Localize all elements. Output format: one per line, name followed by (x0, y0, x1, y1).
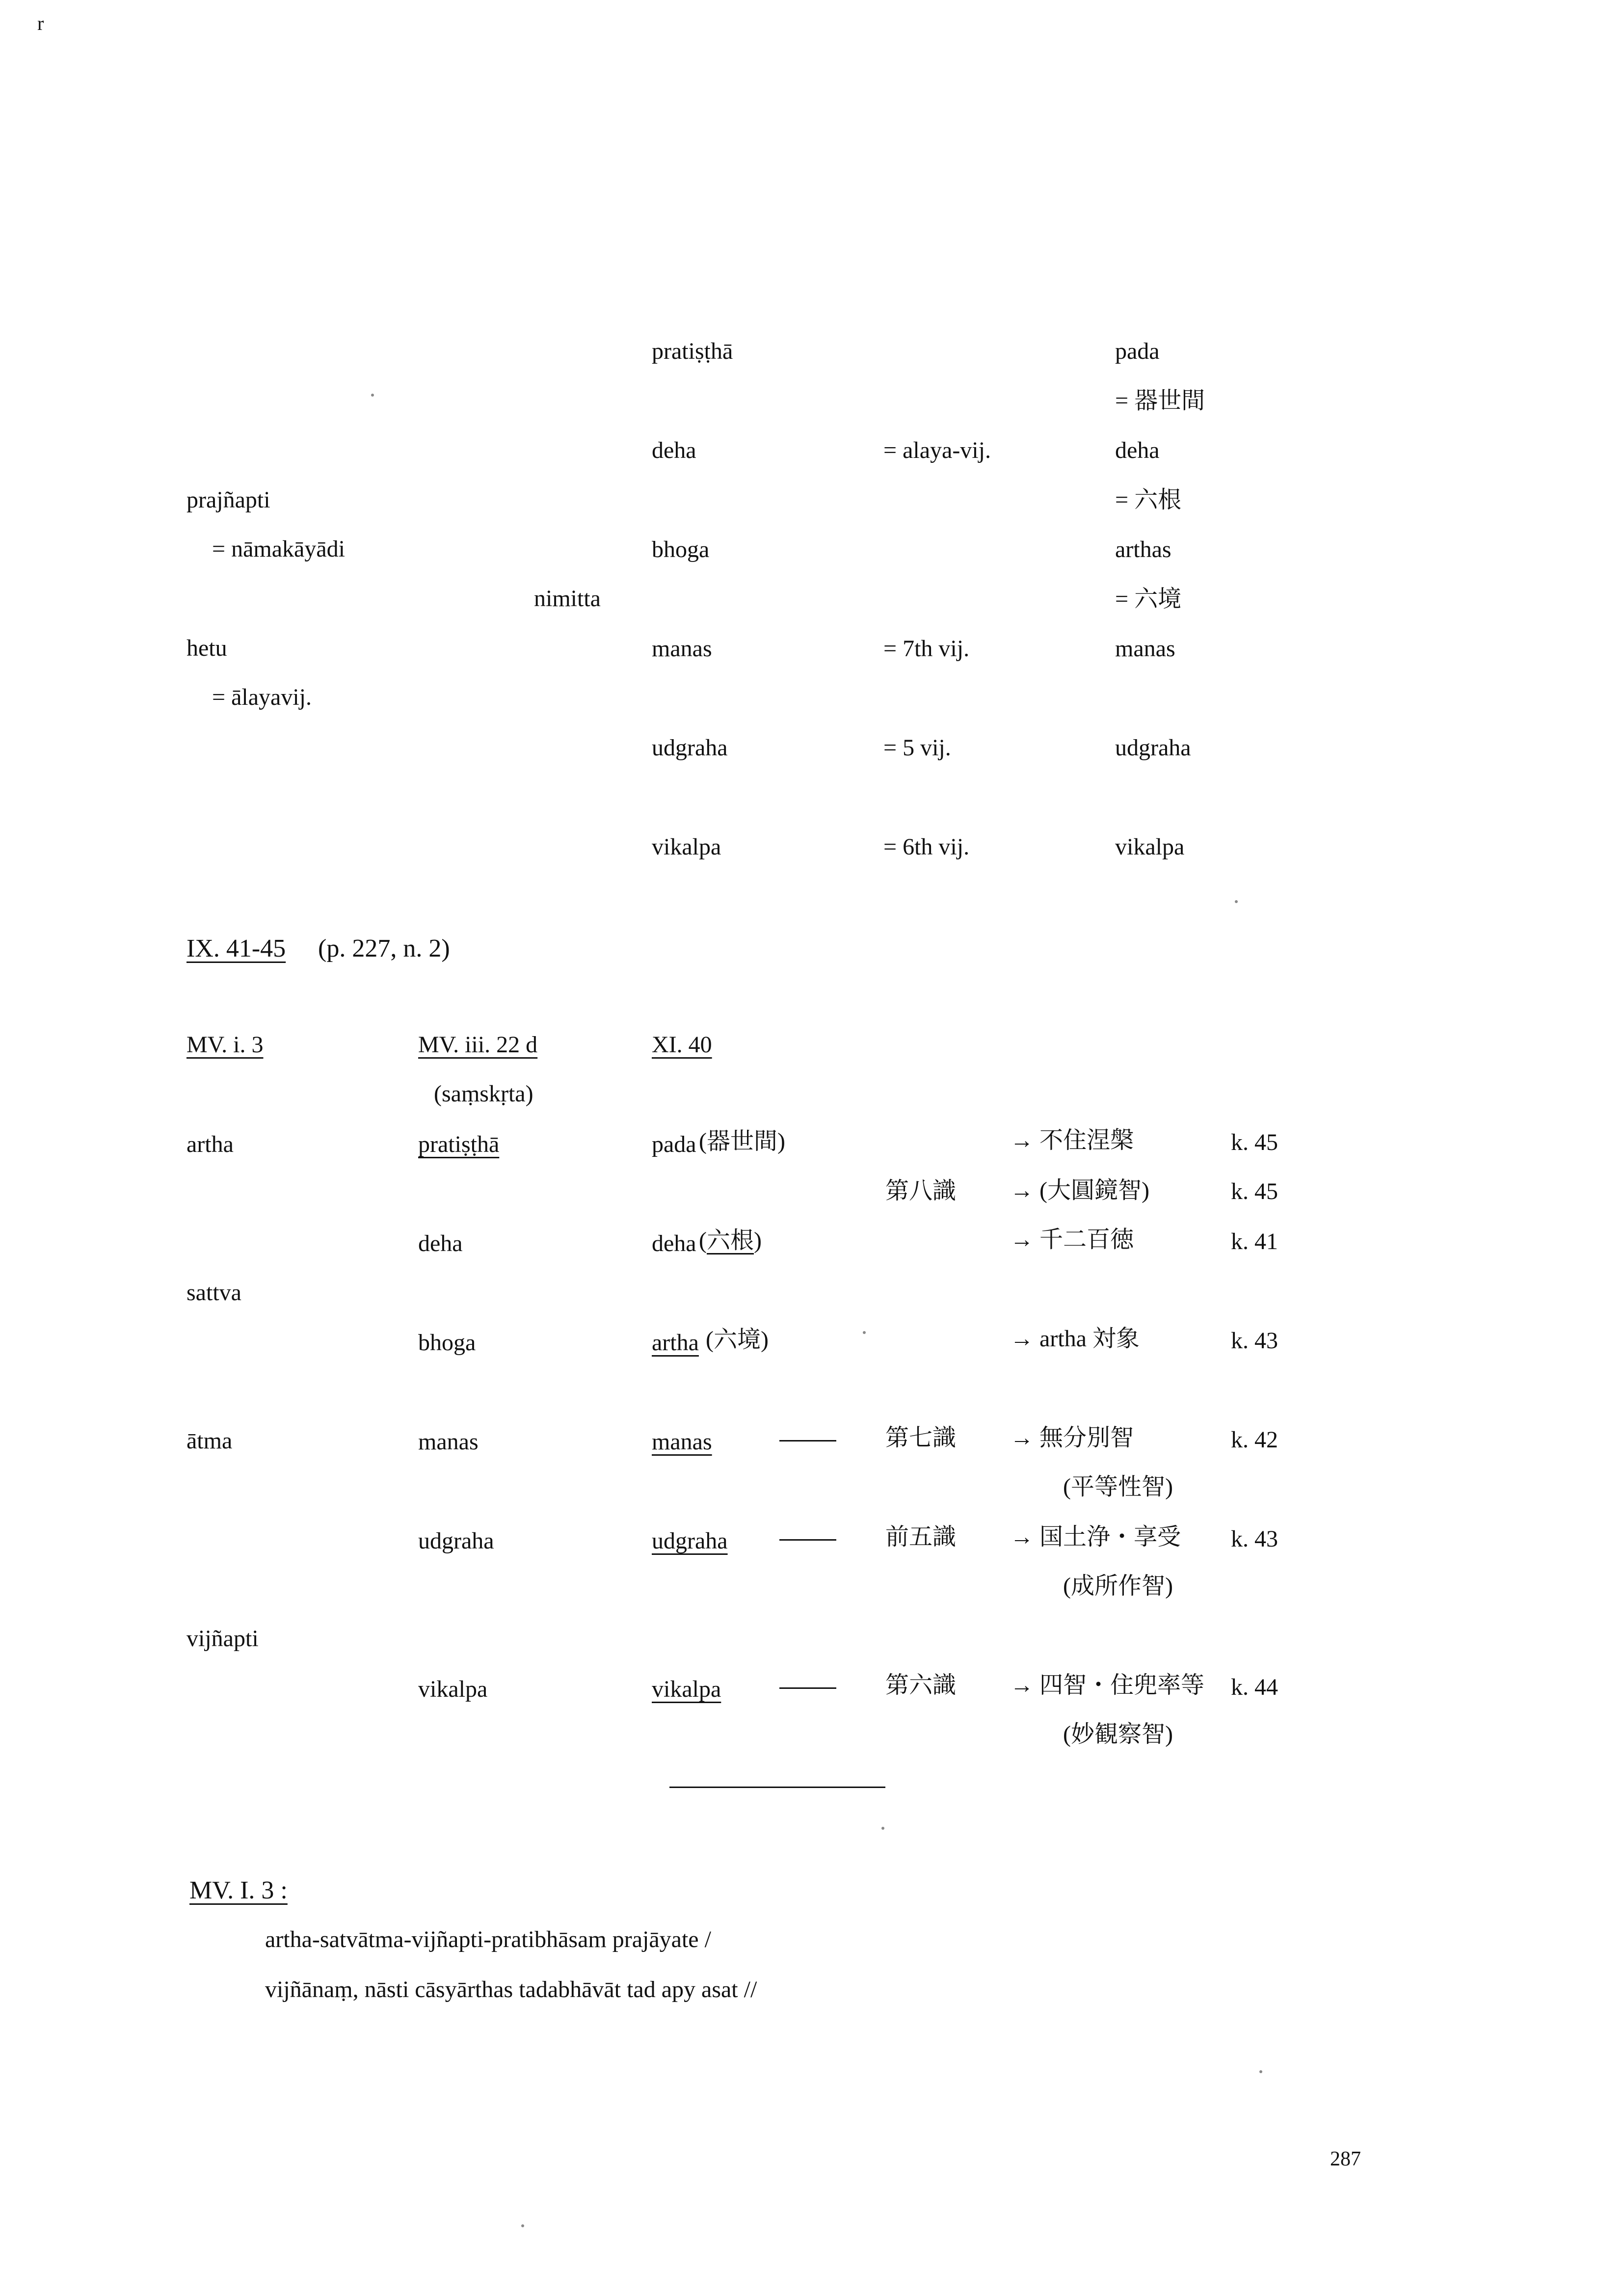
section-ref: IX. 41-45 (186, 934, 286, 962)
section-separator (669, 1787, 885, 1788)
eq-manas: = 7th vij. (883, 636, 970, 662)
row-eighth-k: k. 45 (1231, 1178, 1278, 1204)
row-bhoga-result: → artha 対象 (1010, 1326, 1140, 1352)
hetu-label: hetu (186, 635, 227, 661)
header-mv-iii22d: MV. iii. 22 d (418, 1032, 538, 1058)
eq-udgraha: = 5 vij. (883, 735, 951, 761)
corner-mark: r (37, 12, 44, 34)
row-vikalpa-k: k. 44 (1231, 1674, 1278, 1700)
row-bhoga-xi-paren: (六境) (706, 1327, 769, 1353)
row-udgraha-result-sub: (成所作智) (1063, 1573, 1173, 1599)
header-samskrta: (saṃskṛta) (434, 1081, 533, 1107)
right-arthas-eq: = 六境 (1115, 586, 1182, 612)
right-arthas: arthas (1115, 536, 1171, 562)
row-vikalpa-mv3: vikalpa (418, 1676, 488, 1702)
row-eighth-consciousness: 第八識 (885, 1178, 957, 1204)
row-deha-k: k. 41 (1231, 1228, 1278, 1255)
eq-deha: = alaya-vij. (883, 437, 991, 463)
scan-speck (1235, 900, 1238, 903)
row-bhoga-mv3: bhoga (418, 1330, 476, 1356)
quote-line-2: vijñānaṃ, nāsti cāsyārthas tadabhāvāt tad apy asat // (265, 1976, 757, 2002)
row-bhoga-xi: artha (652, 1330, 699, 1356)
right-deha-eq: = 六根 (1115, 487, 1182, 513)
row-manas-mv3: manas (418, 1429, 479, 1455)
alayavij-label: = ālayavij. (212, 684, 312, 710)
section-note: (p. 227, n. 2) (318, 934, 450, 962)
scan-speck (521, 2224, 524, 2227)
middle-bhoga: bhoga (652, 536, 710, 562)
scan-speck (371, 394, 374, 397)
right-pada-eq: = 器世間 (1115, 388, 1205, 414)
row-udgraha-mv3: udgraha (418, 1528, 494, 1554)
row-eighth-result: → (大圓鏡智) (1010, 1177, 1149, 1203)
prajnapti-label: prajñapti (186, 487, 270, 513)
row-vikalpa-result-sub: (妙観察智) (1063, 1721, 1173, 1747)
row-manas-result-sub: (平等性智) (1063, 1474, 1173, 1500)
middle-deha: deha (652, 437, 696, 463)
scan-speck (881, 1827, 884, 1830)
right-udgraha: udgraha (1115, 735, 1191, 761)
row-manas-k: k. 42 (1231, 1427, 1278, 1453)
row-deha-xi: deha (652, 1230, 696, 1256)
eq-vikalpa: = 6th vij. (883, 834, 970, 860)
row-vikalpa-result: → 四智・住兜率等 (1010, 1672, 1205, 1698)
header-mv-i3: MV. i. 3 (186, 1032, 264, 1058)
scan-speck (1259, 2070, 1262, 2073)
row-udgraha-xi: udgraha (652, 1528, 728, 1554)
row-deha-xi-paren (699, 1229, 762, 1253)
row-pada-k: k. 45 (1231, 1129, 1278, 1155)
col1-sattva: sattva (186, 1280, 241, 1306)
row-manas-result: → 無分別智 (1010, 1425, 1134, 1451)
row-udgraha-consciousness: 前五識 (885, 1524, 957, 1550)
col1-vijnapti: vijñapti (186, 1626, 259, 1652)
middle-manas: manas (652, 636, 712, 662)
row-vikalpa-consciousness: 第六識 (885, 1672, 957, 1698)
row-pada-xi-paren: (器世間) (699, 1128, 785, 1154)
right-deha: deha (1115, 437, 1160, 463)
middle-pratistha: pratiṣṭhā (652, 338, 733, 364)
middle-udgraha: udgraha (652, 735, 728, 761)
col1-artha: artha (186, 1131, 234, 1157)
right-pada: pada (1115, 338, 1160, 364)
quote-heading: MV. I. 3 : (189, 1876, 288, 1904)
right-vikalpa: vikalpa (1115, 834, 1185, 860)
nimitta-label: nimitta (534, 586, 601, 612)
page-number: 287 (1330, 2148, 1361, 2170)
header-xi40: XI. 40 (652, 1032, 712, 1058)
row-udgraha-result: → 国土浄・享受 (1010, 1524, 1181, 1550)
paren-close: ) (754, 1228, 762, 1254)
row-pada-result: → 不住涅槃 (1010, 1127, 1134, 1153)
row-bhoga-k: k. 43 (1231, 1328, 1278, 1354)
namakayadi-label: = nāmakāyādi (212, 536, 345, 562)
scan-speck (863, 1331, 866, 1334)
row-deha-result: → 千二百徳 (1010, 1227, 1134, 1253)
quote-line-1: artha-satvātma-vijñapti-pratibhāsam prajāyate / (265, 1926, 711, 1952)
paren-open: ( (699, 1228, 707, 1254)
rokkon-kanji: 六根 (706, 1228, 754, 1254)
row-manas-consciousness: 第七識 (885, 1425, 957, 1451)
row-vikalpa-dash (779, 1687, 836, 1689)
row-pada-xi: pada (652, 1131, 696, 1157)
row-manas-dash (779, 1440, 836, 1442)
row-vikalpa-xi: vikalpa (652, 1676, 721, 1702)
row-manas-xi: manas (652, 1429, 712, 1455)
row-udgraha-k: k. 43 (1231, 1526, 1278, 1552)
row-udgraha-dash (779, 1539, 836, 1541)
middle-vikalpa: vikalpa (652, 834, 721, 860)
col1-atma: ātma (186, 1428, 233, 1454)
row-deha-mv3: deha (418, 1230, 463, 1256)
row-pada-mv3: pratiṣṭhā (418, 1131, 500, 1157)
right-manas: manas (1115, 636, 1175, 662)
